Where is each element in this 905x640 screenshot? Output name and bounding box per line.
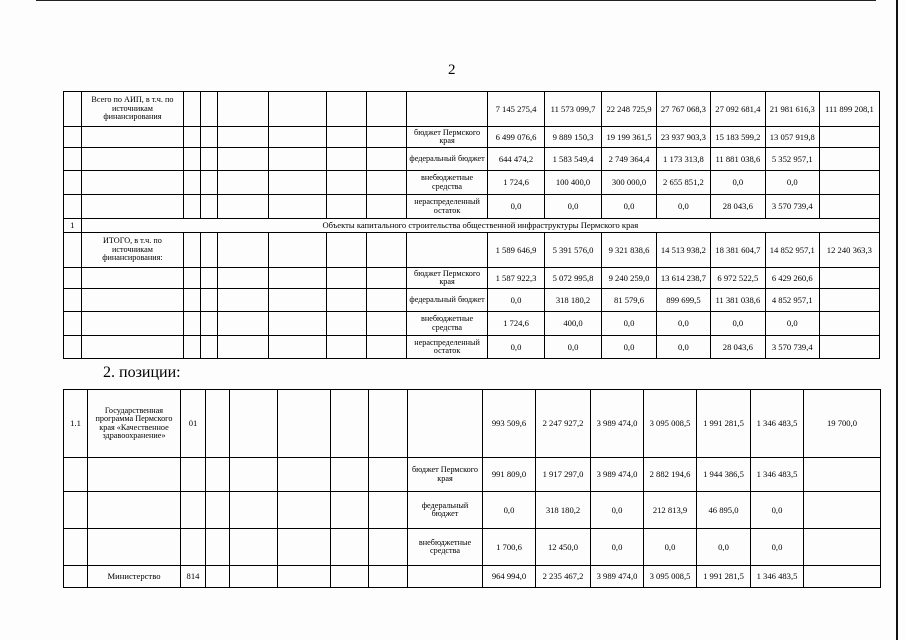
table-row: [64, 492, 881, 529]
table-row: [64, 233, 880, 268]
value-cell: 0,0: [697, 529, 751, 566]
value-cell: 23 937 903,3: [656, 127, 710, 148]
value-cell: 3 989 474,0: [591, 458, 644, 492]
value-cell: 81 579,6: [602, 289, 657, 312]
value-cell: 0,0: [483, 492, 536, 529]
value-cell: 2 235 467,2: [536, 566, 591, 588]
ministry-code: 814: [181, 566, 206, 588]
value-cell: 14 852 957,1: [765, 233, 819, 268]
source-label: внебюджетные средства: [407, 312, 488, 336]
value-cell: 0,0: [602, 195, 657, 219]
value-cell: 400,0: [545, 312, 602, 336]
value-cell: 0,0: [602, 336, 657, 359]
value-cell: 0,0: [765, 171, 819, 195]
value-cell: 0,0: [765, 312, 819, 336]
value-cell: 1 583 549,4: [545, 148, 602, 171]
table-row: [64, 171, 880, 195]
value-cell: 0,0: [488, 195, 545, 219]
value-cell: 0,0: [656, 312, 710, 336]
table-row: [64, 312, 880, 336]
table-row: [64, 92, 880, 127]
value-cell: 899 699,5: [656, 289, 710, 312]
value-cell: 0,0: [656, 195, 710, 219]
itogo-label: ИТОГО, в т.ч. по источникам финансирования:: [81, 233, 184, 268]
aip-summary-table: [63, 91, 880, 359]
program-label: Государственная программа Пермского края «Качественное здравоохранение»: [88, 390, 181, 458]
page-edge: [896, 0, 898, 640]
value-cell: 28 043,6: [710, 195, 765, 219]
group-title: Объекты капитального строительства общественной инфраструктуры Пермского края: [81, 219, 879, 233]
source-label: федеральный бюджет: [408, 492, 483, 529]
table-row: [64, 566, 881, 588]
value-cell: 0,0: [710, 171, 765, 195]
value-cell: 1 346 483,5: [751, 458, 804, 492]
value-cell: 318 180,2: [536, 492, 591, 529]
value-cell: 21 981 616,3: [765, 92, 819, 127]
value-cell: 5 391 576,0: [545, 233, 602, 268]
value-cell: 0,0: [488, 289, 545, 312]
table-row: [64, 390, 881, 458]
program-number: 1.1: [64, 390, 88, 458]
value-cell: 11 573 099,7: [545, 92, 602, 127]
value-cell: 2 247 927,2: [536, 390, 591, 458]
value-cell: 3 989 474,0: [591, 390, 644, 458]
table-row: [64, 289, 880, 312]
value-cell: 1 346 483,5: [751, 390, 804, 458]
value-cell: 28 043,6: [710, 336, 765, 359]
table-row: [64, 127, 880, 148]
value-cell: 0,0: [488, 336, 545, 359]
value-cell: 1 587 922,3: [488, 268, 545, 289]
value-cell: 6 499 076,6: [488, 127, 545, 148]
positions-table: [63, 389, 881, 588]
value-cell: 0,0: [545, 195, 602, 219]
value-cell: 14 513 938,2: [656, 233, 710, 268]
value-cell: 27 767 068,3: [656, 92, 710, 127]
source-label: бюджет Пермского края: [407, 268, 488, 289]
value-cell: 964 994,0: [483, 566, 536, 588]
table-row: [64, 268, 880, 289]
total-label: Всего по АИП, в т.ч. по источникам финансирования: [81, 92, 184, 127]
value-cell: 0,0: [751, 492, 804, 529]
value-cell: 644 474,2: [488, 148, 545, 171]
value-cell: 1 944 386,5: [697, 458, 751, 492]
value-cell: 300 000,0: [602, 171, 657, 195]
source-label: бюджет Пермского края: [408, 458, 483, 492]
value-cell: 1 991 281,5: [697, 566, 751, 588]
value-cell: 318 180,2: [545, 289, 602, 312]
value-cell: 2 749 364,4: [602, 148, 657, 171]
value-cell: 0,0: [591, 492, 644, 529]
table-row: [64, 195, 880, 219]
top-rule: [36, 0, 876, 1]
value-cell: 12 450,0: [536, 529, 591, 566]
section-title: 2. позиции:: [103, 364, 181, 381]
source-label: внебюджетные средства: [408, 529, 483, 566]
value-cell: 3 570 739,4: [765, 195, 819, 219]
value-cell: 13 614 238,7: [656, 268, 710, 289]
value-cell: 5 352 957,1: [765, 148, 819, 171]
value-cell: 993 509,6: [483, 390, 536, 458]
value-cell: 9 889 150,3: [545, 127, 602, 148]
value-cell: 3 570 739,4: [765, 336, 819, 359]
value-cell: 0,0: [545, 336, 602, 359]
value-cell: 212 813,9: [644, 492, 697, 529]
value-cell: 0,0: [602, 312, 657, 336]
source-label: федеральный бюджет: [407, 148, 488, 171]
source-label: нераспределенный остаток: [407, 336, 488, 359]
value-cell: 0,0: [751, 529, 804, 566]
value-cell: 0,0: [710, 312, 765, 336]
value-cell: 991 809,0: [483, 458, 536, 492]
value-cell: 3 095 008,5: [644, 566, 697, 588]
value-cell: 19 199 361,5: [602, 127, 657, 148]
table-row: [64, 148, 880, 171]
value-cell: 1 991 281,5: [697, 390, 751, 458]
table-row: [64, 336, 880, 359]
value-cell: 1 346 483,5: [751, 566, 804, 588]
value-cell: 4 852 957,1: [765, 289, 819, 312]
table-row: [64, 529, 881, 566]
value-cell: 46 895,0: [697, 492, 751, 529]
value-cell: 27 092 681,4: [710, 92, 765, 127]
table-row: [64, 219, 880, 233]
source-label: нераспределенный остаток: [407, 195, 488, 219]
group-number: 1: [64, 219, 82, 233]
value-cell: 19 700,0: [804, 390, 881, 458]
value-cell: 111 899 208,1: [819, 92, 879, 127]
value-cell: 11 381 038,6: [710, 289, 765, 312]
value-cell: 18 381 604,7: [710, 233, 765, 268]
value-cell: 1 724,6: [488, 171, 545, 195]
value-cell: 3 989 474,0: [591, 566, 644, 588]
value-cell: 13 057 919,8: [765, 127, 819, 148]
value-cell: 1 173 313,8: [656, 148, 710, 171]
value-cell: 3 095 008,5: [644, 390, 697, 458]
value-cell: 0,0: [591, 529, 644, 566]
value-cell: 12 240 363,3: [819, 233, 879, 268]
value-cell: 1 589 646,9: [488, 233, 545, 268]
value-cell: 11 881 038,6: [710, 148, 765, 171]
value-cell: 7 145 275,4: [488, 92, 545, 127]
value-cell: 2 655 851,2: [656, 171, 710, 195]
source-label: внебюджетные средства: [407, 171, 488, 195]
value-cell: 1 917 297,0: [536, 458, 591, 492]
source-label: бюджет Пермского края: [407, 127, 488, 148]
value-cell: 2 882 194,6: [644, 458, 697, 492]
program-code: 01: [181, 390, 206, 458]
value-cell: 9 321 838,6: [602, 233, 657, 268]
value-cell: 6 429 260,6: [765, 268, 819, 289]
table-row: [64, 458, 881, 492]
value-cell: 100 400,0: [545, 171, 602, 195]
value-cell: 6 972 522,5: [710, 268, 765, 289]
value-cell: 22 248 725,9: [602, 92, 657, 127]
value-cell: 9 240 259,0: [602, 268, 657, 289]
source-label: федеральный бюджет: [407, 289, 488, 312]
value-cell: 5 072 995,8: [545, 268, 602, 289]
value-cell: 1 700,6: [483, 529, 536, 566]
page-number: 2: [448, 62, 456, 78]
ministry-label: Министерство: [88, 566, 181, 588]
value-cell: 0,0: [644, 529, 697, 566]
value-cell: 15 183 599,2: [710, 127, 765, 148]
value-cell: 1 724,6: [488, 312, 545, 336]
value-cell: 0,0: [656, 336, 710, 359]
